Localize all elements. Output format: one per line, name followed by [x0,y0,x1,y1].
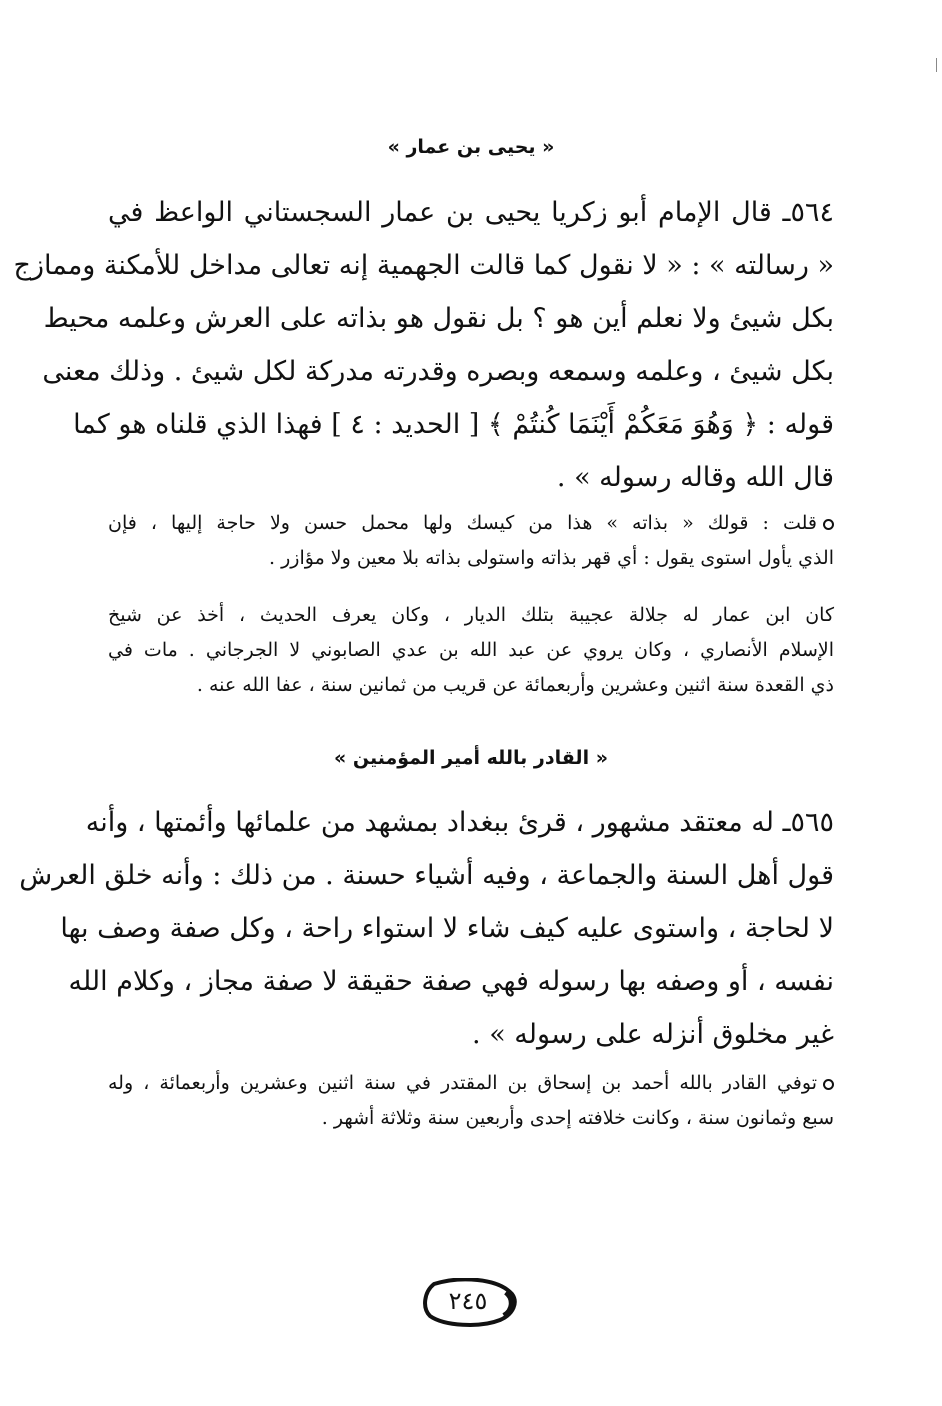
note-line [108,506,834,541]
paragraph-line: قوله : ﴿ وَهُوَ مَعَكُمْ أَيْنَمَا كُنتُمْ ﴾ [ الحديد : ٤ ] فهذا الذي قلناه هو كما [73,409,834,440]
paragraph-line: غير مخلوق أنزله على رسوله » . [472,1019,834,1050]
section-heading-qadir [108,746,834,770]
note-line: كان ابن عمار له جلالة عجيبة بتلك الديار ، وكان يعرف الحديث ، أخذ عن شيخ [108,604,834,626]
paragraph-line: بكل شيئ ولا نعلم أين هو ؟ بل نقول هو بذاته على العرش وعلمه محيط [43,303,834,334]
note-line: الإسلام الأنصاري ، وكان يروي عن عبد الله بن عدي الصابوني لا الجرجاني . مات في [108,639,834,661]
note-564-b [108,598,834,703]
page-number: ٢٤٥ [448,1287,488,1315]
note-564-a [108,506,834,576]
paragraph-line: بكل شيئ ، وعلمه وسمعه وبصره وقدرته مدركة لكل شيئ . وذلك معنى [42,356,834,387]
circle-bullet-icon [823,519,834,530]
section-heading-yahya [108,135,834,159]
section-heading-yahya-text: « يحيى بن عمار » [387,136,555,158]
paragraph-line: قال الله وقاله رسوله » . [556,462,834,493]
page-edge-mark [936,58,937,72]
paragraph-565 [19,796,834,1061]
note-line-text: توفي القادر بالله أحمد بن إسحاق بن المقتدر في سنة اثنين وعشرين وأربعمائة ، وله [108,1072,817,1094]
note-line: سبع وثمانون سنة ، وكانت خلافته إحدى وأربعين سنة وثلاثة أشهر . [321,1107,834,1129]
paragraph-line: قول أهل السنة والجماعة ، وفيه أشياء حسنة . من ذلك : وأنه خلق العرش [19,860,834,891]
note-line: الذي يأول استوى يقول : أي قهر بذاته واستولى بذاته بلا معين ولا مؤازر . [269,547,834,569]
paragraph-line: ٥٦٥ـ له معتقد مشهور ، قرئ ببغداد بمشهد من علمائها وأئمتها ، وأنه [85,807,834,838]
note-line: ذي القعدة سنة اثنين وعشرين وأربعمائة عن قريب من ثمانين سنة ، عفا الله عنه . [196,674,834,696]
section-heading-qadir-text: « القادر بالله أمير المؤمنين » [334,747,608,769]
note-line-text: قلت : قولك « بذاته » هذا من كيسك ولها محمل حسن ولا حاجة إليها ، فإن [108,512,817,534]
note-line [108,1066,834,1101]
page-number-badge [420,1278,520,1328]
paragraph-564 [13,186,834,504]
paragraph-line: لا لحاجة ، واستوى عليه كيف شاء لا استواء راحة ، وكل صفة وصف بها [60,913,834,944]
note-565 [108,1066,834,1136]
paragraph-line: « رسالته » : « لا نقول كما قالت الجهمية إنه تعالى مداخل للأمكنة وممازج [13,250,834,281]
paragraph-line: نفسه ، أو وصفه بها رسوله فهي صفة حقيقة لا صفة مجاز ، وكلام الله [68,966,834,997]
circle-bullet-icon [823,1079,834,1090]
paragraph-line: ٥٦٤ـ قال الإمام أبو زكريا يحيى بن عمار السجستاني الواعظ في [108,197,834,228]
